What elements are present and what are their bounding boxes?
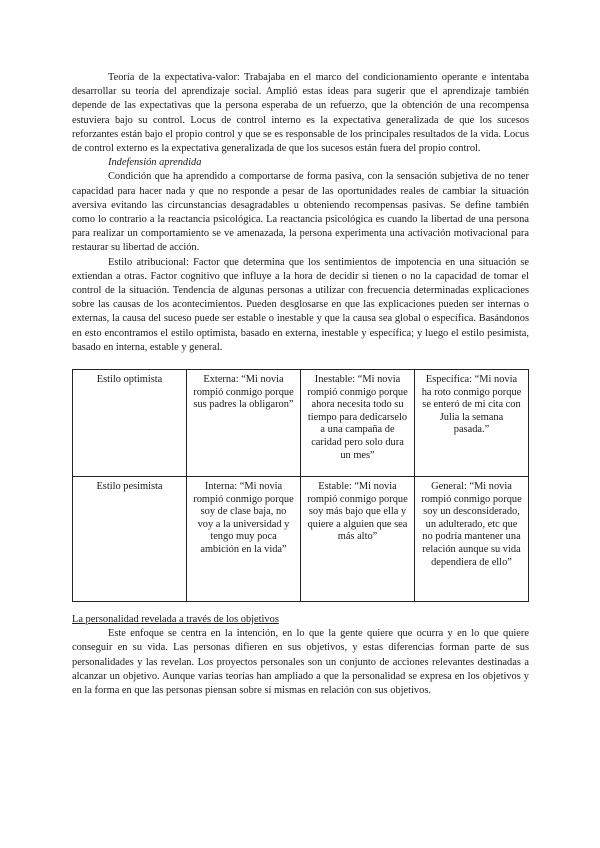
subheading-learned-helplessness: Indefensión aprendida xyxy=(108,157,202,169)
table-row xyxy=(73,370,529,477)
row-label-optimist: Estilo optimista xyxy=(73,370,187,477)
row-label-pessimist: Estilo pesimista xyxy=(73,477,187,602)
attribution-table xyxy=(72,369,529,602)
paragraph-learned-helplessness: Condición que ha aprendido a comportarse de forma pasiva, con la sensación subjetiva de no tener capacidad para hacer nada y que no responde a pesar de las oportunidades reales de cambiar la situación aversiva evitando las circunstancias desagradables u obteniendo recompensas pasivas. Se define también como lo contrario a la reactancia psicológica. La reactancia psicológica es cuando la libertad de una persona para realizar un comportamiento se ve amenazada, la persona experimenta una activación motivacional para restaurar su libertad de acción. xyxy=(72,171,529,254)
paragraph-attributional-style: Estilo atribucional: Factor que determina que los sentimientos de impotencia en una situación se extiendan a otras. Factor cognitivo que influye a la hora de decidir si tienen o no la capacidad de tomar el control de la situación. Tendencia de algunas personas a utilizar con frecuencia determinadas explicaciones sobre las causas de los acontecimientos. Pueden desglosarse en que las explicaciones pueden ser internas o externas, la causa del suceso puede ser estable o inestable y que la causa sea global o específica. Basándonos en esto encontramos el estilo optimista, basado en externa, inestable y específica; y luego el estilo pesimista, basado en interna, estable y general. xyxy=(72,256,529,353)
cell-general: General: “Mi novia rompió conmigo porque soy un desconsiderado, un adulterado, etc que no podría mantener una relación aunque su vida dependiera de ello” xyxy=(415,477,529,602)
document-page xyxy=(72,71,529,698)
paragraph-goals: Este enfoque se centra en la intención, en lo que la gente quiere que ocurra y en lo que quiere conseguir en su vida. Las personas difieren en sus objetivos, y estas diferencias forman parte de sus personalidades y las revelan. Los proyectos personales son un conjunto de acciones relevantes destinadas a alcanzar un objetivo. Aunque varias teorías han ampliado a que la personalidad se expresa en los objetivos y en la forma en que las personas piensan sobre sí mismas en relación con sus objetivos. xyxy=(72,628,529,697)
cell-internal: Interna: “Mi novia rompió conmigo porque soy de clase baja, no voy a la universidad y tengo muy poca ambición en la vida” xyxy=(187,477,301,602)
paragraph-expectancy-value: Teoría de la expectativa-valor: Trabajaba en el marco del condicionamiento operante e intentaba desarrollar su teoría del aprendizaje social. Amplió estas ideas para sugerir que el aprendizaje también depende de las expectativas que la persona esperaba de un refuerzo, que la obtención de una recompensa estuviera bajo su control. Locus de control interno es la expectativa generalizada de que los sucesos reforzantes están bajo el propio control y que se es responsable de los principales resultados de la vida. Locus de control externo es la expectativa generalizada de que los sucesos están fuera del propio control. xyxy=(72,72,529,155)
cell-unstable: Inestable: “Mi novia rompió conmigo porque ahora necesita todo su tiempo para dedicarselo a una campaña de caridad pero solo dura un mes” xyxy=(301,370,415,477)
cell-external: Externa: “Mi novia rompió conmigo porque sus padres la obligaron” xyxy=(187,370,301,477)
section-heading-goals: La personalidad revelada a través de los objetivos xyxy=(72,614,279,626)
table-row xyxy=(73,477,529,602)
cell-specific: Específica: “Mi novia ha roto conmigo porque se enteró de mi cita con Julia la semana pasada.” xyxy=(415,370,529,477)
cell-stable: Estable: “Mi novia rompió conmigo porque soy más bajo que ella y quiere a alguien que sea más alto” xyxy=(301,477,415,602)
